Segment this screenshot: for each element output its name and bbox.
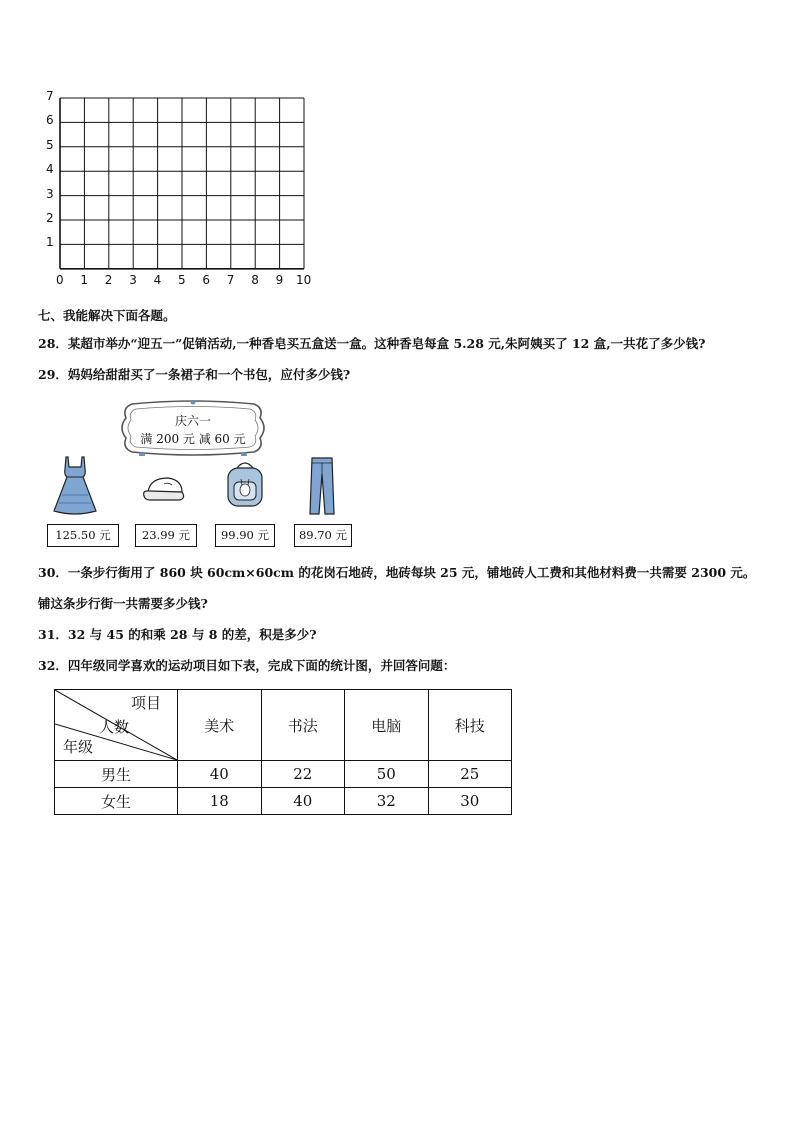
question-32: 32．四年级同学喜欢的运动项目如下表，完成下面的统计图，并回答问题： bbox=[38, 658, 456, 673]
table-row bbox=[55, 788, 512, 815]
table-row bbox=[55, 761, 512, 788]
corner-label-grade: 年级 bbox=[63, 738, 94, 756]
skirt-icon bbox=[50, 455, 100, 517]
cap-price: 23.99 元 bbox=[135, 524, 197, 547]
question-30-line2: 铺这条步行街一共需要多少钱? bbox=[38, 596, 208, 611]
backpack-icon bbox=[220, 460, 270, 510]
grid-y-label: 5 bbox=[46, 137, 54, 152]
corner-label-project: 项目 bbox=[131, 694, 162, 712]
backpack-price: 99.90 元 bbox=[215, 524, 275, 547]
grid-x-label: 10 bbox=[296, 272, 312, 287]
column-header-technology: 科技 bbox=[428, 690, 512, 761]
table-cell: 40 bbox=[178, 761, 262, 788]
table-cell: 18 bbox=[178, 788, 262, 815]
sports-preference-table bbox=[54, 689, 512, 815]
grid-x-label: 1 bbox=[80, 272, 89, 287]
jeans-icon bbox=[305, 456, 339, 518]
table-cell: 30 bbox=[428, 788, 512, 815]
question-31: 31．32 与 45 的和乘 28 与 8 的差，积是多少? bbox=[38, 627, 317, 642]
table-corner-cell bbox=[55, 690, 178, 761]
table-cell: 25 bbox=[428, 761, 512, 788]
row-label-boys: 男生 bbox=[55, 761, 178, 788]
table-cell: 32 bbox=[345, 788, 429, 815]
section-heading: 七、我能解决下面各题。 bbox=[38, 308, 176, 323]
promo-discount: 满 200 元 减 60 元 bbox=[140, 432, 246, 446]
grid-y-label: 6 bbox=[46, 113, 54, 128]
grid-x-label: 8 bbox=[251, 272, 259, 287]
question-30-line1: 30．一条步行街用了 860 块 60cm×60cm 的花岗石地砖，地砖每块 25 元，铺地砖人工费和其他材料费一共需要 2300 元。 bbox=[38, 565, 756, 580]
grid-x-label: 4 bbox=[153, 272, 162, 287]
grid-y-label: 1 bbox=[46, 235, 54, 250]
jeans-price: 89.70 元 bbox=[294, 524, 352, 547]
grid-y-label: 7 bbox=[46, 89, 54, 103]
grid-y-label: 4 bbox=[46, 162, 54, 177]
grid-x-label: 0 bbox=[56, 272, 64, 287]
table-cell: 40 bbox=[261, 788, 345, 815]
grid-x-label: 9 bbox=[275, 272, 284, 287]
coordinate-grid bbox=[40, 89, 320, 292]
grid-x-label: 6 bbox=[202, 272, 211, 287]
column-header-art: 美术 bbox=[178, 690, 262, 761]
grid-x-label: 3 bbox=[129, 272, 137, 287]
grid-x-label: 2 bbox=[104, 272, 113, 287]
grid-x-label: 5 bbox=[178, 272, 186, 287]
table-cell: 50 bbox=[345, 761, 429, 788]
question-29: 29．妈妈给甜甜买了一条裙子和一个书包，应付多少钱? bbox=[38, 367, 351, 382]
promo-title: 庆六一 bbox=[174, 414, 211, 428]
grid-y-label: 3 bbox=[46, 186, 54, 201]
table-cell: 22 bbox=[261, 761, 345, 788]
row-label-girls: 女生 bbox=[55, 788, 178, 815]
cap-icon bbox=[140, 474, 188, 504]
column-header-calligraphy: 书法 bbox=[261, 690, 345, 761]
column-header-computer: 电脑 bbox=[345, 690, 429, 761]
grid-x-label: 7 bbox=[226, 272, 235, 287]
grid-y-label: 2 bbox=[46, 211, 54, 225]
question-28: 28．某超市举办“迎五一”促销活动,一种香皂买五盒送一盒。这种香皂每盒 5.28 元,朱阿姨买了 12 盒,一共花了多少钱? bbox=[38, 336, 706, 351]
skirt-price: 125.50 元 bbox=[47, 524, 119, 547]
promo-banner bbox=[118, 400, 268, 456]
grid-lines bbox=[40, 92, 320, 292]
corner-label-count: 人数 bbox=[99, 718, 130, 736]
